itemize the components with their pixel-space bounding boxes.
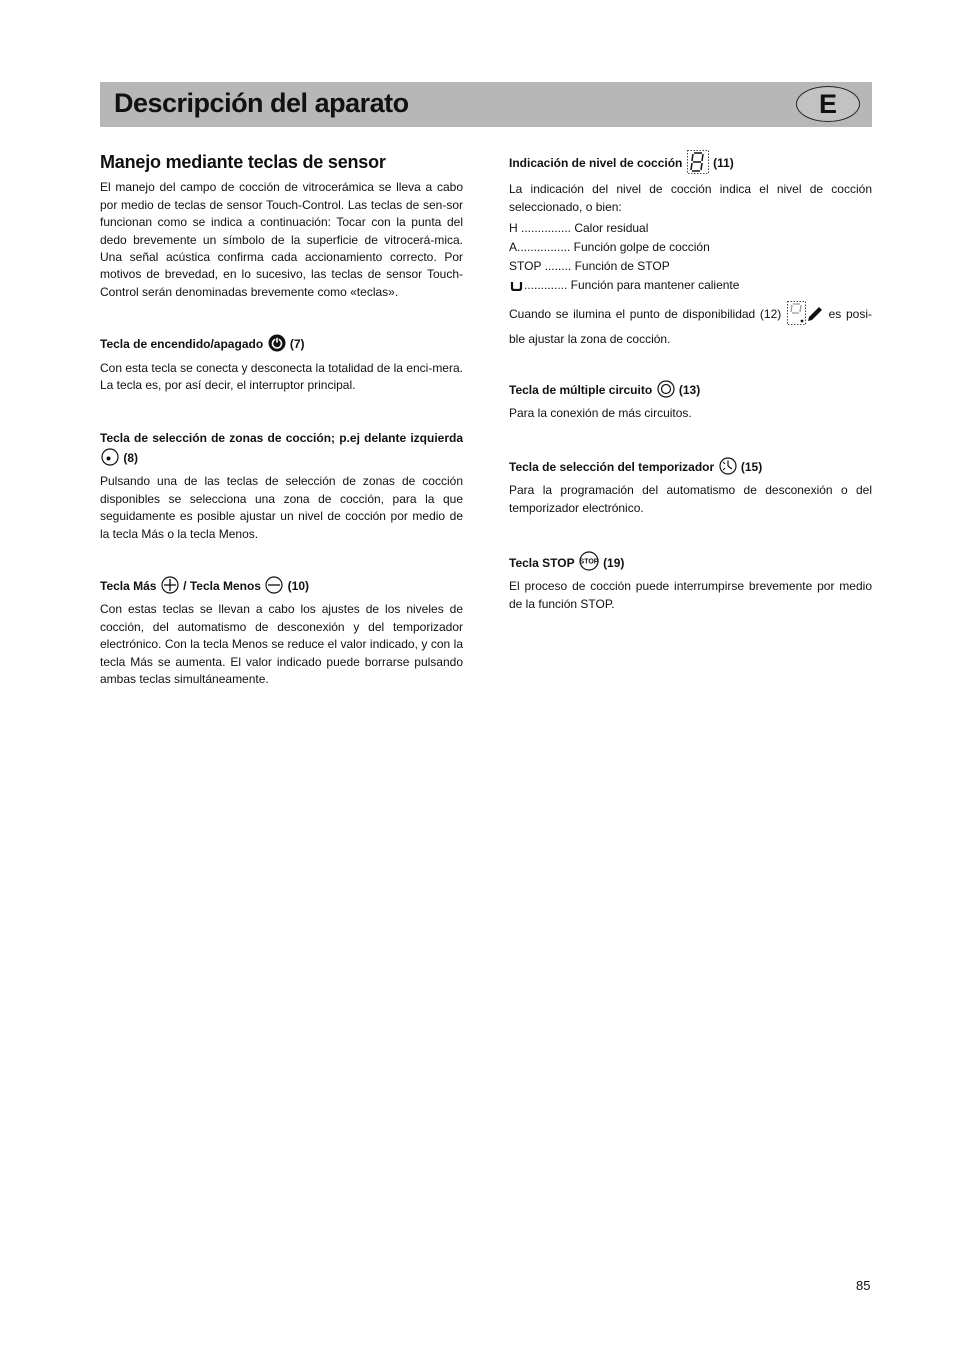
keep-warm-label: ............. Función para mantener caliente <box>524 278 740 293</box>
plus-key-title: Tecla Más <box>100 578 157 593</box>
level-item-stop: STOP ........ Función de STOP <box>509 259 670 274</box>
level-item-a: A................ Función golpe de cocción <box>509 240 710 255</box>
level-item-h: H ............... Calor residual <box>509 221 649 236</box>
page-number: 85 <box>856 1278 871 1293</box>
level-indicator-text: La indicación del nivel de cocción indica el nivel de cocción seleccionado, o bien: <box>509 182 872 214</box>
stop-heading <box>509 551 872 576</box>
right-column <box>509 150 872 613</box>
readiness-dot-icon <box>787 301 823 330</box>
stop-ref: (19) <box>603 556 625 571</box>
multi-circuit-title: Tecla de múltiple circuito <box>509 383 653 398</box>
multi-circuit-ref: (13) <box>678 383 701 398</box>
power-key-text: Con esta tecla se conecta y desconecta la totalidad de la enci-mera. La tecla es, por así decir, el interruptor principal. <box>100 360 463 393</box>
readiness-text-b: es posi-ble ajustar la zona de cocción. <box>509 307 872 346</box>
timer-heading <box>509 457 872 480</box>
plus-icon <box>161 576 179 599</box>
readiness-text-a: Cuando se ilumina el punto de disponibilidad (12) <box>509 307 782 322</box>
power-icon <box>268 334 286 357</box>
section-title: Manejo mediante teclas de sensor <box>100 152 386 172</box>
level-indicator-title: Indicación de nivel de cocción <box>509 156 683 170</box>
zone-key-text: Pulsando una de las teclas de selección de zonas de cocción disponibles se selecciona una zona de cocción, para la que seguidamente es posible ajustar un nivel de cocción por medio de la tecla Más o la tecla Menos. <box>100 474 463 541</box>
power-key-heading <box>100 334 463 357</box>
timer-title: Tecla de selección del temporizador <box>509 459 715 474</box>
seven-segment-digit-icon <box>687 150 709 179</box>
plus-minus-text: Con estas teclas se llevan a cabo los ajustes de los niveles de cocción, del automatismo de desconexión y del temporizador electrónico. Con la tecla Menos se reduce el valor indicado, y con la tecla Más se aumenta. El valor indicado puede borrarse pulsando ambas teclas simultáneamente. <box>100 602 463 686</box>
stop-icon <box>579 551 599 576</box>
multi-circuit-heading <box>509 380 872 403</box>
power-key-title: Tecla de encendido/apagado <box>100 337 264 352</box>
left-column <box>100 150 463 688</box>
timer-icon <box>719 457 737 480</box>
minus-key-title: / Tecla Menos <box>183 578 261 593</box>
zone-key-heading <box>100 430 463 471</box>
multi-circuit-text: Para la conexión de más circuitos. <box>509 406 692 421</box>
level-indicator-ref: (11) <box>713 156 734 170</box>
plus-minus-ref: (10) <box>287 578 310 593</box>
page-title: Descripción del aparato <box>114 88 409 118</box>
intro-paragraph: El manejo del campo de cocción de vitrocerámica se lleva a cabo por medio de teclas de sensor Touch-Control. Las teclas de sen-sor funcionan como se indica a continuación: Tocar con la punta del dedo brevemente un símbolo de la superficie de vitrocerá-mica. Una señal acústica confirma cada accionamiento correcto. Por motivos de brevedad, en lo sucesivo, las teclas de sensor Touch-Control serán denominadas brevemente como «teclas». <box>100 180 463 299</box>
keep-warm-icon <box>510 278 523 297</box>
readiness-paragraph <box>509 301 872 348</box>
stop-text: El proceso de cocción puede interrumpirse brevemente por medio de la función STOP. <box>509 579 872 611</box>
zone-select-icon <box>101 448 119 471</box>
level-indicator-heading <box>509 150 872 179</box>
multi-circuit-icon <box>657 380 675 403</box>
timer-text: Para la programación del automatismo de desconexión o del temporizador electrónico. <box>509 483 872 515</box>
minus-icon <box>265 576 283 599</box>
header-bar <box>100 82 872 127</box>
language-badge: E <box>796 86 860 122</box>
plus-minus-heading <box>100 576 463 599</box>
stop-title: Tecla STOP <box>509 556 575 571</box>
power-key-ref: (7) <box>289 337 305 352</box>
zone-key-title: Tecla de selección de zonas de cocción; p.ej delante izquierda <box>100 431 463 446</box>
timer-ref: (15) <box>740 459 763 474</box>
level-item-keep-warm <box>509 276 872 297</box>
zone-key-ref: (8) <box>123 450 139 465</box>
stop-icon-label: STOP <box>579 558 599 566</box>
